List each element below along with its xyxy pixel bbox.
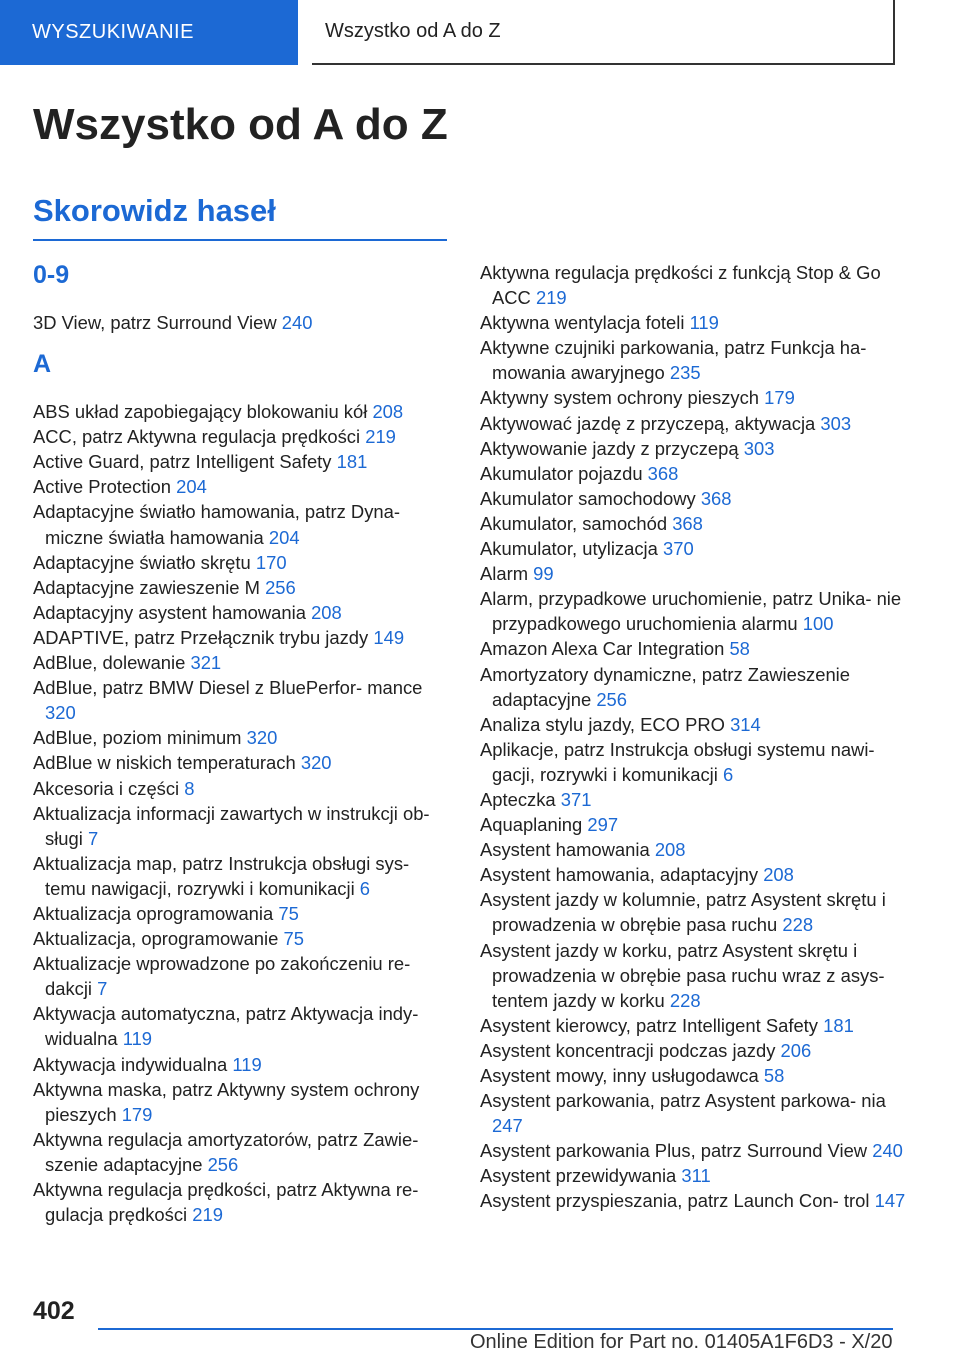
page-number: 402 — [33, 1297, 75, 1325]
index-entry-text: Asystent jazdy w korku, patrz Asystent skrętu i prowadzenia w obrębie pasa ruchu wraz z asys‐ tentem jazdy w korku — [480, 939, 885, 1011]
index-entry — [33, 801, 453, 851]
index-entry-page-link[interactable]: 147 — [874, 1190, 906, 1212]
index-entry-text: Adaptacyjne światło hamowania, patrz Dyna‐ miczne światła hamowania — [33, 501, 400, 548]
index-entry-text: Aktywna wentylacja foteli — [480, 312, 685, 334]
index-entry-text: ABS układ zapobiegający blokowaniu kół — [33, 401, 368, 423]
index-entry — [480, 335, 910, 385]
index-entry-page-link[interactable]: 240 — [872, 1140, 903, 1162]
index-entry-text: Aktywne czujniki parkowania, patrz Funkcja ha‐ mowania awaryjnego — [480, 337, 867, 384]
index-entry-page-link[interactable]: 119 — [232, 1053, 262, 1075]
index-entry-text: Adaptacyjne światło skrętu — [33, 551, 251, 573]
index-entry — [33, 625, 453, 650]
index-entry-page-link[interactable]: 228 — [782, 914, 814, 936]
index-entry — [480, 1163, 910, 1188]
index-entry — [480, 461, 910, 486]
index-entry — [480, 636, 910, 661]
index-entry-text: AdBlue, poziom minimum — [33, 727, 242, 749]
index-entry — [33, 600, 453, 625]
index-entry-text: AdBlue, dolewanie — [33, 652, 186, 674]
index-entry — [480, 310, 910, 335]
index-entry-text: Aktywna regulacja prędkości, patrz Aktywna re‐ gulacja prędkości — [33, 1179, 419, 1226]
index-entry-text: Apteczka — [480, 788, 556, 810]
index-entry-page-link[interactable]: 303 — [820, 412, 852, 434]
index-entry-page-link[interactable]: 247 — [492, 1115, 523, 1137]
index-entry-text: Alarm, przypadkowe uruchomienie, patrz Unika‐ nie przypadkowego uruchomienia alarmu — [480, 588, 902, 635]
index-entry-text: Asystent jazdy w kolumnie, patrz Asystent skrętu i prowadzenia w obrębie pasa ruchu — [480, 889, 886, 936]
index-entry-text: Aktywna maska, patrz Aktywny system ochrony pieszych — [33, 1078, 420, 1125]
index-entry-text: Aktywować jazdę z przyczepą, aktywacja — [480, 412, 816, 434]
index-entry — [33, 1127, 453, 1177]
index-entry-page-link[interactable]: 206 — [780, 1039, 812, 1061]
index-entry-page-link[interactable]: 179 — [121, 1103, 153, 1125]
index-entry — [33, 424, 453, 449]
index-entry — [480, 511, 910, 536]
index-entry — [480, 1188, 910, 1213]
index-entries-0-9 — [33, 310, 453, 335]
index-entry — [33, 1177, 453, 1227]
index-entry-text: AdBlue w niskich temperaturach — [33, 752, 296, 774]
index-entry-text: Akcesoria i części — [33, 777, 180, 799]
index-entry-text: Active Protection — [33, 476, 171, 498]
index-entry-page-link[interactable]: 58 — [763, 1065, 785, 1086]
index-entry-page-link[interactable]: 368 — [647, 462, 679, 484]
index-entry-text: Aquaplaning — [480, 814, 583, 836]
index-entry — [480, 385, 910, 410]
index-entry-text: Asystent hamowania — [480, 839, 650, 861]
index-entry-page-link[interactable]: 119 — [689, 312, 719, 334]
index-entry — [480, 1088, 910, 1138]
index-entry-page-link[interactable]: 314 — [730, 713, 761, 735]
index-entry-text: Asystent przyspieszania, patrz Launch Con‐ trol — [480, 1190, 870, 1212]
index-entry-page-link[interactable]: 6 — [359, 877, 371, 899]
index-entry-text: Asystent hamowania, adaptacyjny — [480, 864, 759, 886]
index-entry-page-link[interactable]: 179 — [764, 387, 795, 409]
index-column-left — [33, 258, 453, 1227]
index-entry-text: Aktualizacje wprowadzone po zakończeniu re‐ dakcji — [33, 953, 411, 1000]
index-entry-text: Amazon Alexa Car Integration — [480, 638, 725, 660]
index-entry — [480, 536, 910, 561]
index-entry-text: Akumulator samochodowy — [480, 487, 696, 509]
index-entry — [33, 550, 453, 575]
index-entry-page-link[interactable]: 311 — [681, 1165, 711, 1187]
index-entry-text: Aktywowanie jazdy z przyczepą — [480, 437, 739, 459]
index-entry-text: Akumulator, samochód — [480, 512, 668, 534]
index-entry-text: Adaptacyjny asystent hamowania — [33, 601, 306, 623]
index-entry — [33, 951, 453, 1001]
index-entry-text: Aktywacja indywidualna — [33, 1053, 228, 1075]
index-entry — [480, 486, 910, 511]
index-entry-text: Aktywacja automatyczna, patrz Aktywacja indy‐ widualna — [33, 1003, 419, 1050]
index-entry-text: Aktywny system ochrony pieszych — [480, 387, 760, 409]
index-entry — [480, 712, 910, 737]
index-entry — [480, 837, 910, 862]
index-entry — [480, 1063, 910, 1088]
index-entry-page-link[interactable]: 320 — [300, 752, 332, 774]
index-entry-page-link[interactable]: 204 — [176, 476, 207, 498]
index-entries-a — [33, 399, 453, 1227]
index-entry — [33, 776, 453, 801]
index-entry-page-link[interactable]: 58 — [729, 638, 750, 660]
index-entry — [480, 1138, 910, 1163]
index-entry-page-link[interactable]: 368 — [700, 487, 732, 509]
index-group-heading-a: A — [33, 350, 52, 379]
index-entry-text: Aktualizacja informacji zawartych w instrukcji ob‐ sługi — [33, 802, 430, 849]
section-heading: Skorowidz haseł — [33, 193, 276, 228]
index-entry-page-link[interactable]: 371 — [560, 788, 592, 810]
index-entry-page-link[interactable]: 235 — [669, 362, 701, 384]
index-entry-page-link[interactable]: 7 — [87, 827, 99, 849]
index-entry — [33, 399, 453, 424]
index-entry-text: 3D View, patrz Surround View — [33, 312, 277, 333]
index-entry-page-link[interactable]: 320 — [246, 727, 278, 749]
index-entry — [480, 411, 910, 436]
index-entry-page-link[interactable]: 181 — [823, 1014, 854, 1036]
index-entry — [33, 650, 453, 675]
index-entry-text: AdBlue, patrz BMW Diesel z BluePerfor‐ mance — [33, 677, 423, 699]
index-entry-text: Akumulator, utylizacja — [480, 538, 658, 560]
index-entry-page-link[interactable]: 75 — [278, 902, 299, 924]
index-entry — [33, 1001, 453, 1051]
index-entry-text: Active Guard, patrz Intelligent Safety — [33, 451, 332, 473]
index-entry-page-link[interactable]: 297 — [587, 814, 619, 836]
index-entry-text: Aktualizacja, oprogramowanie — [33, 928, 279, 950]
index-entry-page-link[interactable]: 208 — [654, 839, 686, 861]
index-entry — [33, 575, 453, 600]
index-entry — [33, 474, 453, 499]
index-entry-text: Asystent parkowania, patrz Asystent parkowa‐ nia — [480, 1090, 886, 1112]
index-entry-page-link[interactable]: 149 — [373, 626, 405, 648]
index-entry-page-link[interactable]: 219 — [535, 287, 567, 309]
index-entry-page-link[interactable]: 119 — [122, 1028, 153, 1050]
index-entry — [33, 725, 453, 750]
index-entry-page-link[interactable]: 256 — [207, 1153, 239, 1175]
index-entry — [33, 851, 453, 901]
index-entry — [33, 310, 453, 335]
index-entry — [33, 1077, 453, 1127]
index-entry — [33, 1052, 453, 1077]
index-entry-page-link[interactable]: 8 — [184, 777, 195, 799]
index-entry — [33, 926, 453, 951]
index-entry — [480, 436, 910, 461]
index-entry — [480, 1013, 910, 1038]
index-entry-page-link[interactable]: 99 — [533, 563, 554, 585]
index-entry — [480, 260, 910, 310]
index-entry-page-link[interactable]: 368 — [672, 512, 703, 534]
index-entry-text: Analiza stylu jazdy, ECO PRO — [480, 713, 725, 735]
index-entry-text: ACC, patrz Aktywna regulacja prędkości — [33, 426, 361, 448]
index-entry — [480, 1038, 910, 1063]
index-entry-page-link[interactable]: 208 — [311, 601, 342, 623]
header-section-title — [312, 0, 895, 65]
index-entry-page-link[interactable]: 320 — [45, 702, 76, 724]
index-entry-text: Asystent kierowcy, patrz Intelligent Safety — [480, 1014, 818, 1036]
index-entry-text: Adaptacyjne zawieszenie M — [33, 576, 260, 598]
index-entry-page-link[interactable]: 170 — [255, 551, 287, 573]
index-entry-page-link[interactable]: 100 — [802, 613, 834, 635]
index-entry-text: Asystent koncentracji podczas jazdy — [480, 1039, 776, 1061]
index-entry-text: Amortyzatory dynamiczne, patrz Zawieszenie adaptacyjne — [480, 663, 850, 710]
index-entry-page-link[interactable]: 240 — [281, 312, 313, 333]
index-entry — [480, 561, 910, 586]
index-entry — [480, 737, 910, 787]
index-group-heading-0-9: 0-9 — [33, 261, 70, 289]
index-entry — [33, 499, 453, 549]
index-entry — [480, 812, 910, 837]
header-section-title-text: Wszystko od A do Z — [325, 20, 501, 42]
page-title: Wszystko od A do Z — [33, 100, 448, 149]
index-entry-page-link[interactable]: 204 — [268, 526, 300, 548]
footer-divider — [98, 1328, 893, 1330]
index-entry-text: Asystent parkowania Plus, patrz Surround View — [480, 1140, 868, 1162]
index-entry-page-link[interactable]: 256 — [265, 576, 296, 598]
index-entry-page-link[interactable]: 370 — [662, 538, 694, 560]
index-entry-text: Aktualizacja oprogramowania — [33, 902, 274, 924]
index-entry-page-link[interactable]: 75 — [283, 928, 304, 950]
footer-edition-text: Online Edition for Part no. 01405A1F6D3 - X/20 — [470, 1331, 893, 1353]
index-entry-page-link[interactable]: 219 — [192, 1204, 223, 1226]
index-entry-text: Asystent mowy, inny usługodawca — [480, 1065, 759, 1086]
index-entry — [480, 787, 910, 812]
index-entry-text: Akumulator pojazdu — [480, 462, 643, 484]
index-entry — [480, 862, 910, 887]
index-entry — [33, 750, 453, 775]
index-entry-text: Aktualizacja map, patrz Instrukcja obsługi sys‐ temu nawigacji, rozrywki i komunikacji — [33, 852, 410, 899]
index-entry — [480, 586, 910, 636]
index-entry — [33, 449, 453, 474]
index-entry-page-link[interactable]: 321 — [190, 652, 222, 674]
index-entry-page-link[interactable]: 208 — [372, 401, 404, 423]
index-entry-page-link[interactable]: 181 — [336, 451, 368, 473]
header-tab-search[interactable]: WYSZUKIWANIE — [0, 0, 298, 65]
index-entry-page-link[interactable]: 208 — [763, 864, 794, 886]
index-column-right — [480, 260, 910, 1214]
index-entry — [33, 675, 453, 725]
index-entry — [480, 887, 910, 937]
index-entry-text: Aplikacje, patrz Instrukcja obsługi systemu nawi‐ gacji, rozrywki i komunikacji — [480, 738, 875, 785]
section-divider — [33, 239, 447, 241]
index-entry-page-link[interactable]: 228 — [669, 989, 701, 1011]
index-entry-text: Asystent przewidywania — [480, 1165, 677, 1187]
index-entry-text: Aktywna regulacja prędkości z funkcją Stop & Go ACC — [480, 262, 881, 309]
index-entry-text: Alarm — [480, 563, 529, 585]
index-entry — [480, 938, 910, 1013]
index-entry-page-link[interactable]: 7 — [97, 978, 108, 1000]
index-entry-page-link[interactable]: 303 — [743, 437, 775, 459]
index-entry-page-link[interactable]: 6 — [722, 763, 734, 785]
index-entry-page-link[interactable]: 219 — [365, 426, 396, 448]
index-entry-page-link[interactable]: 256 — [596, 688, 627, 710]
index-entry-text: ADAPTIVE, patrz Przełącznik trybu jazdy — [33, 626, 369, 648]
index-entry — [480, 662, 910, 712]
index-entry-text: Aktywna regulacja amortyzatorów, patrz Zawie‐ szenie adaptacyjne — [33, 1128, 419, 1175]
index-entry — [33, 901, 453, 926]
index-entries-right — [480, 260, 910, 1214]
